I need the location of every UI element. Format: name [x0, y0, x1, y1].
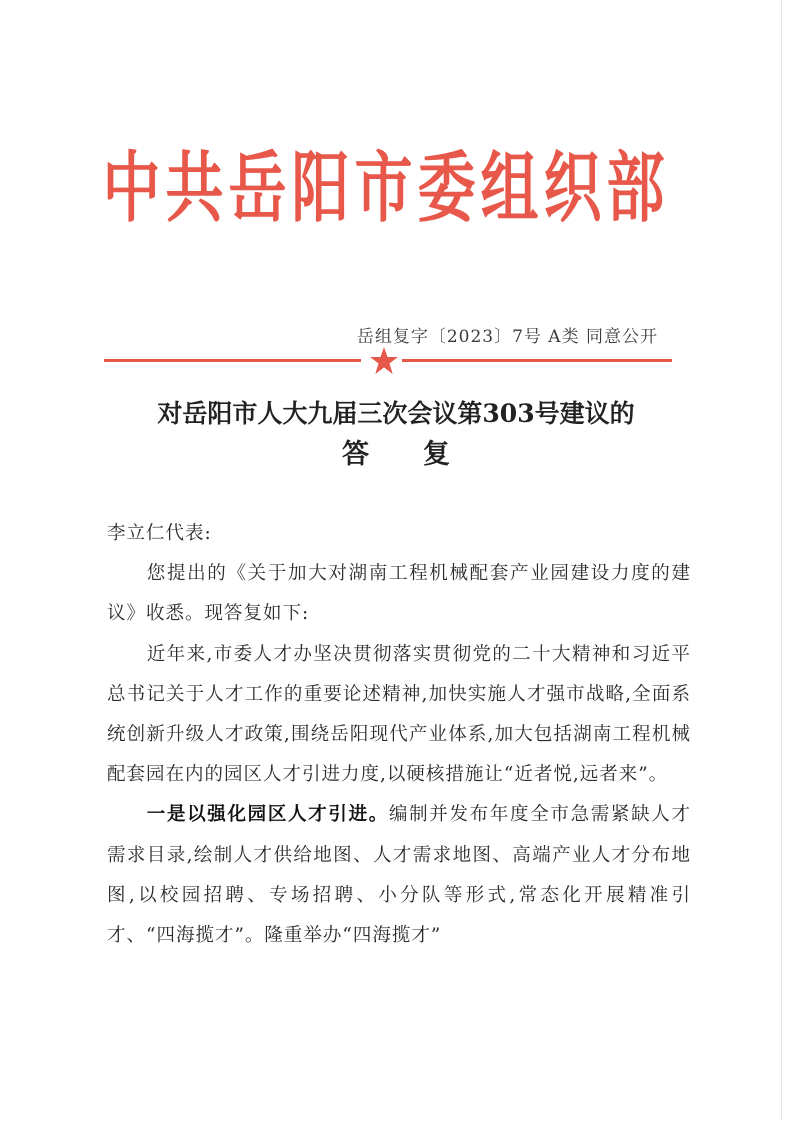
paragraph-3-lead: 一是以强化园区人才引进。	[146, 804, 389, 826]
document-number: 岳组复字〔2023〕7号 A类 同意公开	[356, 327, 658, 347]
paragraph-2: 近年来,市委人才办坚决贯彻落实贯彻党的二十大精神和习近平总书记关于人才工作的重要论述精神,加快实施人才强市战略,全面系统创新升级人才政策,围绕岳阳现代产业体系,加大包括湖南工程机械配套园在内的园区人才引进力度,以硬核措施让“近者悦,远者来”。	[107, 643, 691, 786]
document-title-reply: 答复	[342, 439, 504, 470]
page-edge-line	[781, 0, 782, 1121]
paragraph-3-text: 编制并发布年度全市急需紧缺人才需求目录,绘制人才供给地图、人才需求地图、高端产业人才分布地图,以校园招聘、专场招聘、小分队等形式,常态化开展精准引才、“四海揽才”。隆重举办“四海揽才”	[107, 804, 691, 947]
document-body	[107, 514, 691, 956]
paragraph-3	[107, 795, 691, 956]
divider-bar-right	[402, 359, 672, 362]
red-divider	[104, 348, 672, 374]
red-header-title: 中共岳阳市委组织部	[102, 143, 670, 234]
star-icon	[369, 346, 399, 376]
paragraph-1: 您提出的《关于加大对湖南工程机械配套产业园建设力度的建议》收悉。现答复如下:	[107, 563, 691, 625]
salutation: 李立仁代表:	[107, 523, 212, 544]
document-title: 对岳阳市人大九届三次会议第303号建议的	[157, 399, 635, 428]
divider-bar-left	[104, 359, 361, 362]
